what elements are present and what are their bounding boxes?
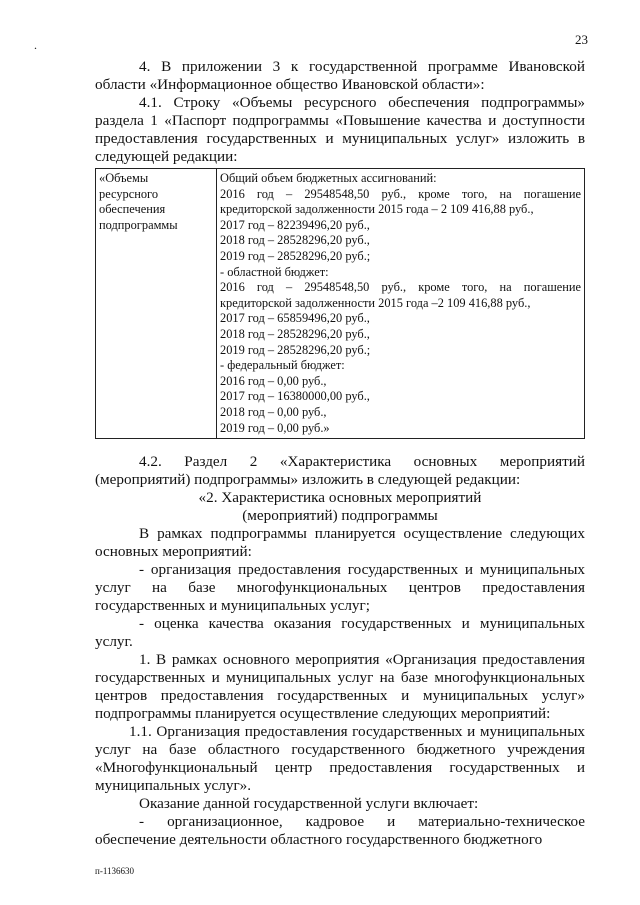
paragraph: - оценка качества оказания государственных и муниципальных услуг. [95, 615, 585, 651]
label-line: подпрограммы [99, 217, 178, 232]
document-code: п-1136630 [95, 866, 134, 876]
value-line: 2016 год – 0,00 руб., [220, 373, 327, 388]
table-row [96, 169, 585, 439]
value-line: - областной бюджет: [220, 264, 329, 279]
paragraph-4-2: 4.2. Раздел 2 «Характеристика основных мероприятий (мероприятий) подпрограммы» изложить в следующей редакции: [95, 453, 585, 489]
page-number: 23 [575, 32, 588, 47]
paragraph: В рамках подпрограммы планируется осуществление следующих основных мероприятий: [95, 525, 585, 561]
value-line: Общий объем бюджетных ассигнований: [220, 171, 437, 185]
resource-table [95, 168, 585, 439]
margin-mark: . [34, 38, 37, 52]
label-line: «Объемы [99, 171, 149, 185]
paragraph: Оказание данной государственной услуги включает: [139, 795, 479, 813]
value-line: 2017 год – 65859496,20 руб., [220, 311, 370, 326]
paragraph: 1. В рамках основного мероприятия «Организация предоставления государственных и муниципальных услуг на базе многофункциональных центров предоставления государственных и муниципальных услуг» подпрограммы планируется осуществление следующих мероприятий: [95, 651, 585, 723]
value-line: 2017 год – 16380000,00 руб., [220, 389, 370, 404]
paragraph: - организация предоставления государственных и муниципальных услуг на базе многофункциональных центров предоставления государственных и муниципальных услуг; [95, 561, 585, 615]
value-line: 2018 год – 28528296,20 руб., [220, 326, 370, 341]
value-line: 2016 год – 29548548,50 руб., кроме того, на погашение кредиторской задолженности 2015 года – 2 109 416,88 руб., [220, 186, 581, 217]
paragraph-item-4-1: 4.1. Строку «Объемы ресурсного обеспечения подпрограммы» раздела 1 «Паспорт подпрограммы «Повышение качества и доступности предоставления государственных и муниципальных услуг» изложить в следующей редакции: [95, 94, 585, 165]
paragraph-item-4: 4. В приложении 3 к государственной программе Ивановской области «Информационное общество Ивановской области»: [95, 58, 585, 93]
label-line: ресурсного [99, 186, 159, 201]
section-heading: «2. Характеристика основных мероприятий [198, 489, 482, 507]
paragraph: - организационное, кадровое и материально-техническое обеспечение деятельности областного государственного бюджетного [95, 813, 585, 849]
value-line: 2016 год – 29548548,50 руб., кроме того, на погашение кредиторской задолженности 2015 года –2 109 416,88 руб., [220, 280, 581, 310]
value-line: 2018 год – 28528296,20 руб., [220, 233, 370, 248]
value-line: - федеральный бюджет: [220, 358, 345, 373]
table-value-cell [217, 169, 585, 439]
document-body [95, 58, 585, 849]
value-line: 2018 год – 0,00 руб., [220, 404, 327, 419]
value-line: 2019 год – 28528296,20 руб.; [220, 248, 371, 263]
value-line: 2019 год – 0,00 руб.» [220, 420, 330, 435]
paragraph: 1.1. Организация предоставления государственных и муниципальных услуг на базе областного государственного бюджетного учреждения «Многофункциональный центр предоставления государственных и муниципальных услуг». [95, 723, 585, 795]
table-label-cell [96, 169, 217, 439]
value-line: 2017 год – 82239496,20 руб., [220, 217, 370, 232]
value-line: 2019 год – 28528296,20 руб.; [220, 342, 371, 357]
section-heading-cont: (мероприятий) подпрограммы [242, 507, 438, 525]
label-line: обеспечения [99, 202, 166, 217]
